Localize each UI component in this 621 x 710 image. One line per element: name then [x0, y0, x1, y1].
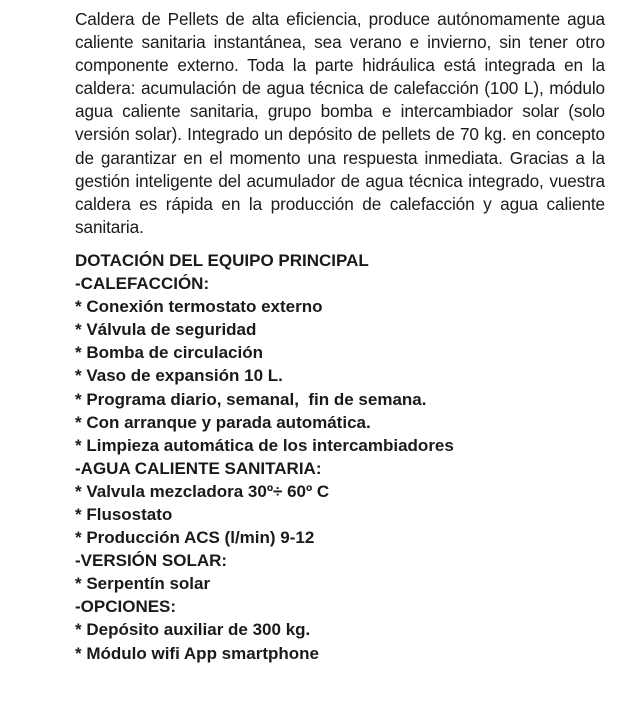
document-page — [75, 8, 605, 665]
list-item: * Valvula mezcladora 30º÷ 60º C — [75, 481, 330, 501]
list-item: * Serpentín solar — [75, 574, 211, 594]
section-heading-solar: -VERSIÓN SOLAR: — [75, 551, 228, 571]
equipment-spec-list — [75, 249, 605, 665]
list-item: * Conexión termostato externo — [75, 297, 323, 317]
list-item: * Bomba de circulación — [75, 343, 263, 363]
section-heading-calefaccion: -CALEFACCIÓN: — [75, 274, 210, 294]
list-item: * Con arranque y parada automática. — [75, 412, 371, 432]
list-item: * Módulo wifi App smartphone — [75, 643, 319, 663]
list-item: * Vaso de expansión 10 L. — [75, 366, 283, 386]
intro-paragraph: Caldera de Pellets de alta eficiencia, produce autónomamente agua caliente sanitaria instantánea, sea verano e invierno, sin tener otro componente externo. Toda la parte hidráulica está integrada en la caldera: acumulación de agua técnica de calefacción (100 L), módulo agua caliente sanitaria, grupo bomba e intercambiador solar (solo versión solar). Integrado un depósito de pellets de 70 kg. en concepto de garantizar en el momento una respuesta inmediata. Gracias a la gestión inteligente del acumulador de agua técnica integrado, vuestra caldera es rápida en la producción de calefacción y agua caliente sanitaria. — [75, 9, 605, 237]
list-item: * Limpieza automática de los intercambiadores — [75, 435, 454, 455]
spec-title: DOTACIÓN DEL EQUIPO PRINCIPAL — [75, 250, 369, 270]
section-heading-acs: -AGUA CALIENTE SANITARIA: — [75, 458, 322, 478]
list-item: * Flusostato — [75, 504, 173, 524]
list-item: * Producción ACS (l/min) 9-12 — [75, 528, 315, 548]
list-item: * Depósito auxiliar de 300 kg. — [75, 620, 311, 640]
section-heading-opciones: -OPCIONES: — [75, 597, 177, 617]
list-item: * Programa diario, semanal, fin de semana. — [75, 389, 427, 409]
list-item: * Válvula de seguridad — [75, 320, 257, 340]
